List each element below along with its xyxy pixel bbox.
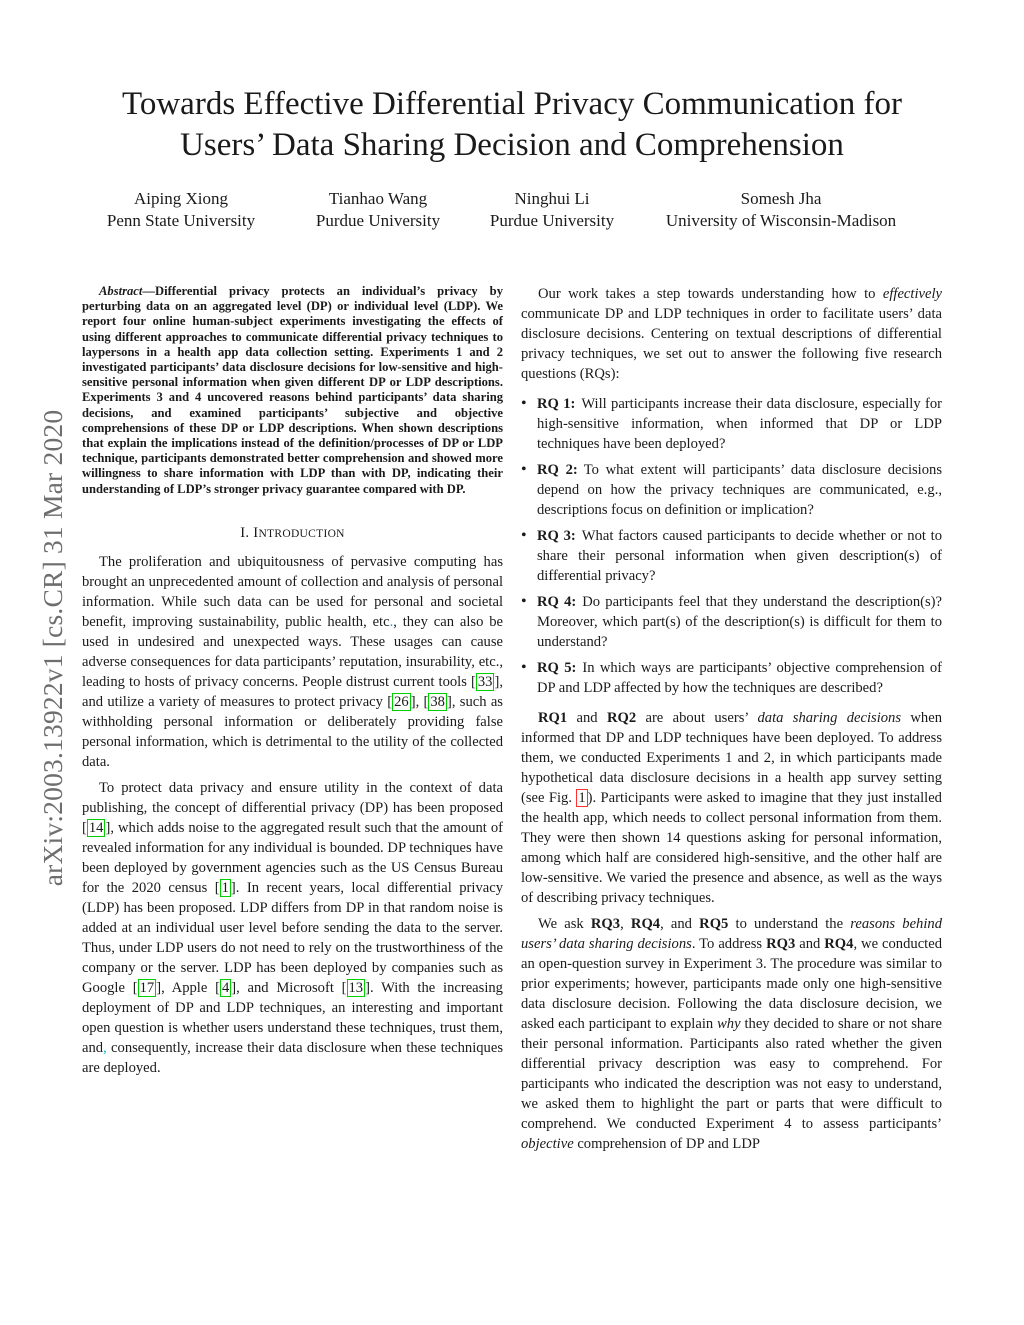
author-name: Somesh Jha	[740, 189, 822, 208]
rq-label: RQ 5:	[537, 660, 577, 676]
rq-ref: RQ3	[590, 916, 621, 932]
text-run: and	[795, 936, 825, 952]
author-affiliation: Penn State University	[106, 211, 256, 230]
rq-label: RQ 4:	[537, 594, 577, 610]
research-questions-list	[521, 394, 942, 698]
text-run: and	[567, 710, 607, 726]
text-run: ,	[103, 1039, 107, 1056]
author-name: Ninghui Li	[514, 189, 590, 208]
rq-label: RQ 3:	[537, 528, 576, 544]
citation-link[interactable]: 13	[348, 979, 364, 996]
emphasis: data sharing decisions	[757, 710, 902, 726]
rq-label: RQ 2:	[537, 462, 578, 478]
emphasis: reasons behind users’ data sharing decisions	[521, 916, 943, 952]
arxiv-stamp-text: arXiv:2003.13922v1 [cs.CR] 31 Mar 2020	[37, 409, 68, 887]
text-run: ). Participants were asked to imagine that they just installed the health app, which needs to collect personal information from them. They were then shown 14 questions asking for personal information, among which half are considered high-sensitive, and the other half are low-sensitive. We varied the presence and absence, as well as the ways of describing privacy techniques.	[521, 790, 942, 906]
rq-text: In which ways are participants’ objective comprehension of DP and LDP affected by how the techniques are described?	[537, 660, 943, 696]
text-run: , we conducted an open-question survey in Experiment 3. The procedure was similar to prior experiments; however, participants made only one high-sensitive data disclosure decision. Following the data disclosure decision, we asked each participant to explain	[521, 936, 943, 1032]
text-run: , and	[660, 916, 700, 932]
list-item-rq3	[521, 526, 942, 586]
emphasis: objective	[521, 1136, 574, 1152]
text-run: . To address	[691, 936, 767, 952]
text-run: .	[389, 613, 394, 630]
text-run: consequently, increase their data disclosure when these techniques are deployed.	[82, 1039, 503, 1076]
text-run: , and utilize a variety of measures to protect privacy	[82, 673, 503, 710]
author-name: Aiping Xiong	[134, 189, 228, 208]
title-line-1: Towards Effective Differential Privacy Communication for	[122, 86, 902, 122]
section-title-initial: I	[253, 524, 259, 541]
section-number: I.	[240, 524, 250, 541]
emphasis: effectively	[882, 286, 942, 302]
rq-text: To what extent will participants’ data disclosure decisions depend on how the privacy techniques are communicated, e.g., descriptions focus on definition or implication?	[537, 462, 943, 518]
author-1	[107, 188, 255, 232]
rq-ref: RQ4	[824, 936, 854, 952]
text-run: . With the increasing deployment of DP and LDP techniques, an interesting and important open question is whether users understand these techniques, trust them, and	[82, 979, 503, 1056]
paper-title	[60, 84, 964, 166]
text-run: , they can also be used in undesired and unexpected ways. These usages can cause adverse consequences for data participants’ reputation, insurability, etc., leading to hosts of privacy concerns. People distrust current tools	[82, 613, 503, 690]
author-3	[490, 188, 614, 232]
text-run: , which adds noise to the aggregated result such that the amount of revealed information for any individual is bounded. DP techniques have been deployed by government agencies such as the US Census Bureau for the 2020 census	[82, 819, 503, 896]
intro-paragraph-2: To protect data privacy and ensure utility in the context of data publishing, the concept of differential privacy (DP) has been proposed [ 14 ], which adds noise to the aggregated result such that the amount of revealed information for any individual is bounded. DP techniques have been deployed by government agencies such as the US Census Bureau for the 2020 census [ 1 ]. In recent years, local differential privacy (LDP) has been proposed. LDP differs from DP in that random noise is added at an individual user level before sending the data to the server. Thus, under LDP users do not need to rely on the trustworthiness of the company or the server. LDP has been deployed by companies such as Google [ 17 ], Apple [ 4 ], and Microsoft [ 13 ]. With the increasing deployment of DP and LDP techniques, an interesting and important open question is whether users understand these techniques, trust them, and, consequently, increase their data disclosure when these techniques are deployed.	[82, 779, 503, 1076]
text-run: communicate DP and LDP techniques in order to facilitate users’ data disclosure decisions. Centering on textual descriptions of differential privacy techniques, we set out to answer the following five research questions (RQs):	[521, 306, 942, 382]
right-paragraph-1	[521, 284, 942, 384]
rq-text: Do participants feel that they understand the description(s)? Moreover, which part(s) of the description(s) is difficult for them to understand?	[537, 594, 942, 650]
rq-ref: RQ5	[699, 916, 729, 932]
rq-ref: RQ4	[630, 916, 661, 932]
rq-text: Will participants increase their data disclosure, especially for high-sensitive information, when informed that DP or LDP techniques have been deployed?	[537, 396, 942, 452]
text-run: to understand the	[728, 916, 851, 932]
emphasis: why	[717, 1016, 741, 1032]
author-affiliation: University of Wisconsin-Madison	[665, 211, 897, 230]
text-run: The proliferation and ubiquitousness of pervasive computing has brought an unprecedented amount of collection and analysis of personal information. While such data can be used for personal and societal benefit, improving sustainability, public health, etc	[82, 553, 503, 630]
text-run: . In recent years, local differential privacy (LDP) has been proposed. LDP differs from DP in that random noise is added at an individual user level before sending the data to the server. Thus, under LDP users do not need to rely on the trustworthiness of the company or the server. LDP has been deployed by companies such as Google	[82, 879, 503, 996]
text-run: We ask	[538, 916, 591, 932]
rq-text: What factors caused participants to decide whether or not to share their personal information when given description(s) of differential privacy?	[537, 528, 942, 584]
list-item-rq2	[521, 460, 942, 520]
author-affiliation: Purdue University	[489, 211, 615, 230]
abstract-label: Abstract	[99, 284, 143, 298]
rq-ref: RQ3	[766, 936, 796, 952]
right-paragraph-2	[521, 708, 942, 908]
title-line-2: Users’ Data Sharing Decision and Comprehension	[180, 127, 844, 163]
citation-link[interactable]: 26	[394, 693, 409, 710]
right-paragraph-3	[521, 914, 942, 1154]
text-run: , and Microsoft	[236, 979, 342, 996]
author-2	[316, 188, 440, 232]
text-run: when informed that DP and LDP techniques have been deployed. To address them, we conducted Experiments 1 and 2, in which participants made hypothetical data disclosure decisions in a health app survey setting (see Fig.	[521, 710, 942, 806]
text-run: Our work takes a step towards understanding how to	[538, 286, 883, 302]
author-affiliation: Purdue University	[315, 211, 441, 230]
citation-link[interactable]: 33	[477, 673, 493, 690]
citation-link[interactable]: 4	[221, 979, 230, 996]
list-item-rq5	[521, 658, 942, 698]
text-run: ,	[620, 916, 631, 932]
text-run: are about users’	[636, 710, 758, 726]
right-column	[521, 284, 942, 1154]
list-item-rq4	[521, 592, 942, 652]
rq-ref: RQ1	[538, 710, 568, 726]
left-column	[82, 284, 503, 1078]
text-run: , Apple	[161, 979, 216, 996]
figure-link[interactable]: 1	[578, 790, 586, 806]
rq-ref: RQ2	[606, 710, 637, 726]
text-run: comprehension of DP and LDP	[573, 1136, 760, 1152]
text-run: , such as withholding personal information or deliberately providing false personal information, which is detrimental to the utility of the collected data.	[82, 693, 503, 770]
abstract	[82, 284, 503, 497]
citation-link[interactable]: 14	[88, 819, 104, 836]
intro-paragraph-1: The proliferation and ubiquitousness of pervasive computing has brought an unprecedented amount of collection and analysis of personal information. While such data can be used for personal and societal benefit, improving sustainability, public health, etc., they can also be used in undesired and unexpected ways. These usages can cause adverse consequences for data participants’ reputation, insurability, etc., leading to hosts of privacy concerns. People distrust current tools [ 33 ], and utilize a variety of measures to protect privacy [ 26 ], [ 38 ], such as withholding personal information or deliberately providing false personal information, which is detrimental to the utility of the collected data.	[82, 553, 503, 770]
citation-link[interactable]: 1	[221, 879, 229, 896]
arxiv-stamp	[33, 348, 73, 948]
author-name: Tianhao Wang	[328, 189, 428, 208]
section-title-rest: NTRODUCTION	[258, 527, 345, 540]
citation-link[interactable]: 17	[139, 979, 155, 996]
author-4	[666, 188, 896, 232]
list-item-rq1	[521, 394, 942, 454]
rq-label: RQ 1:	[537, 396, 576, 412]
text-run: To protect data privacy and ensure utility in the context of data publishing, the concept of differential privacy (DP) has been proposed	[82, 779, 503, 816]
section-heading-introduction	[82, 523, 503, 544]
text-run: they decided to share or not share their personal information. Participants also rated whether the given differential privacy description was easy to comprehend. For participants who indicated the description was not easy to understand, we asked them to highlight the part or parts that were difficult to comprehend. We conducted Experiment 4 to assess participants’	[521, 1016, 942, 1132]
abstract-text: —Differential privacy protects an individual’s privacy by perturbing data on an aggregated level (DP) or individual level (LDP). We report four online human-subject experiments investigating the effects of using different approaches to communicate differential privacy techniques to laypersons in a health app data collection setting. Experiments 1 and 2 investigated participants’ data disclosure decisions for low-sensitive and high-sensitive personal information when given different DP or LDP descriptions. Experiments 3 and 4 uncovered reasons behind participants’ data sharing decisions, and examined participants’ subjective and objective comprehensions of these DP or LDP descriptions. When shown descriptions that explain the implications instead of the definition/processes of DP or LDP technique, participants demonstrated better comprehension and showed more willingness to share information with LDP than with DP, indicating their understanding of LDP’s stronger privacy guarantee compared with DP.	[82, 284, 503, 496]
citation-link[interactable]: 38	[430, 693, 445, 710]
